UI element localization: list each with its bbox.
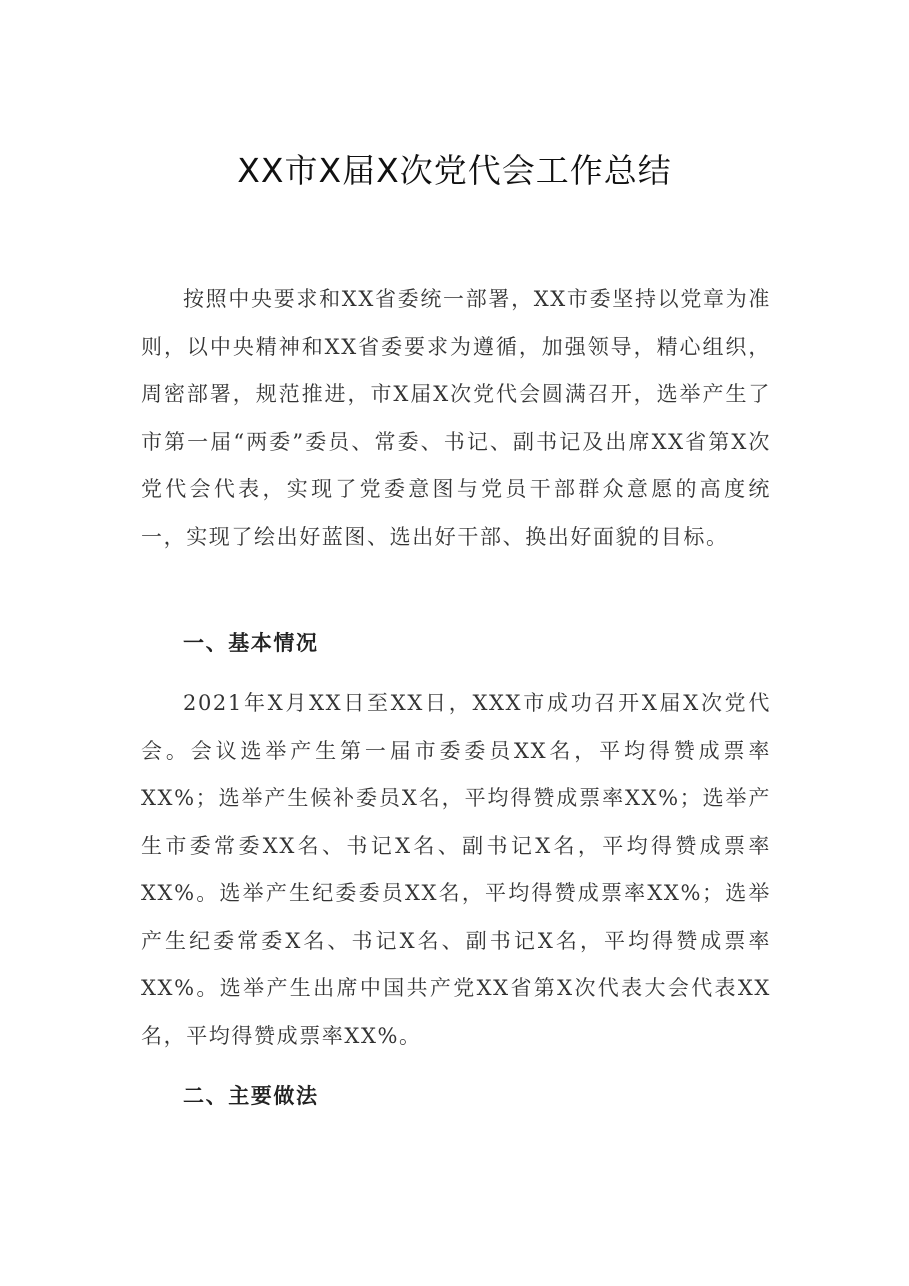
intro-block bbox=[141, 276, 771, 561]
section-1-heading: 一、基本情况 bbox=[183, 631, 319, 655]
document-title: XX市X届X次党代会工作总结 bbox=[237, 151, 672, 190]
intro-paragraph: 按照中央要求和XX省委统一部署，XX市委坚持以党章为准则，以中央精神和XX省委要求为遵循，加强领导，精心组织，周密部署，规范推进，市X届X次党代会圆满召开，选举产生了市第一届“两委”委员、常委、书记、副书记及出席XX省第X次党代会代表，实现了党委意图与党员干部群众意愿的高度统一，实现了绘出好蓝图、选出好干部、换出好面貌的目标。 bbox=[141, 287, 771, 549]
section-2-heading: 二、主要做法 bbox=[183, 1084, 319, 1108]
section-1-paragraph: 2021年X月XX日至XX日，XXX市成功召开X届X次党代会。会议选举产生第一届市委委员XX名，平均得赞成票率XX%；选举产生候补委员X名，平均得赞成票率XX%；选举产生市委常委XX名、书记X名、副书记X名，平均得赞成票率XX%。选举产生纪委委员XX名，平均得赞成票率XX%；选举产生纪委常委X名、书记X名、副书记X名，平均得赞成票率XX%。选举产生出席中国共产党XX省第X次代表大会代表XX名，平均得赞成票率XX%。 bbox=[141, 691, 771, 1048]
section-1-heading-block bbox=[141, 620, 771, 668]
section-1-block bbox=[141, 680, 771, 1060]
section-2-heading-block bbox=[141, 1073, 771, 1121]
